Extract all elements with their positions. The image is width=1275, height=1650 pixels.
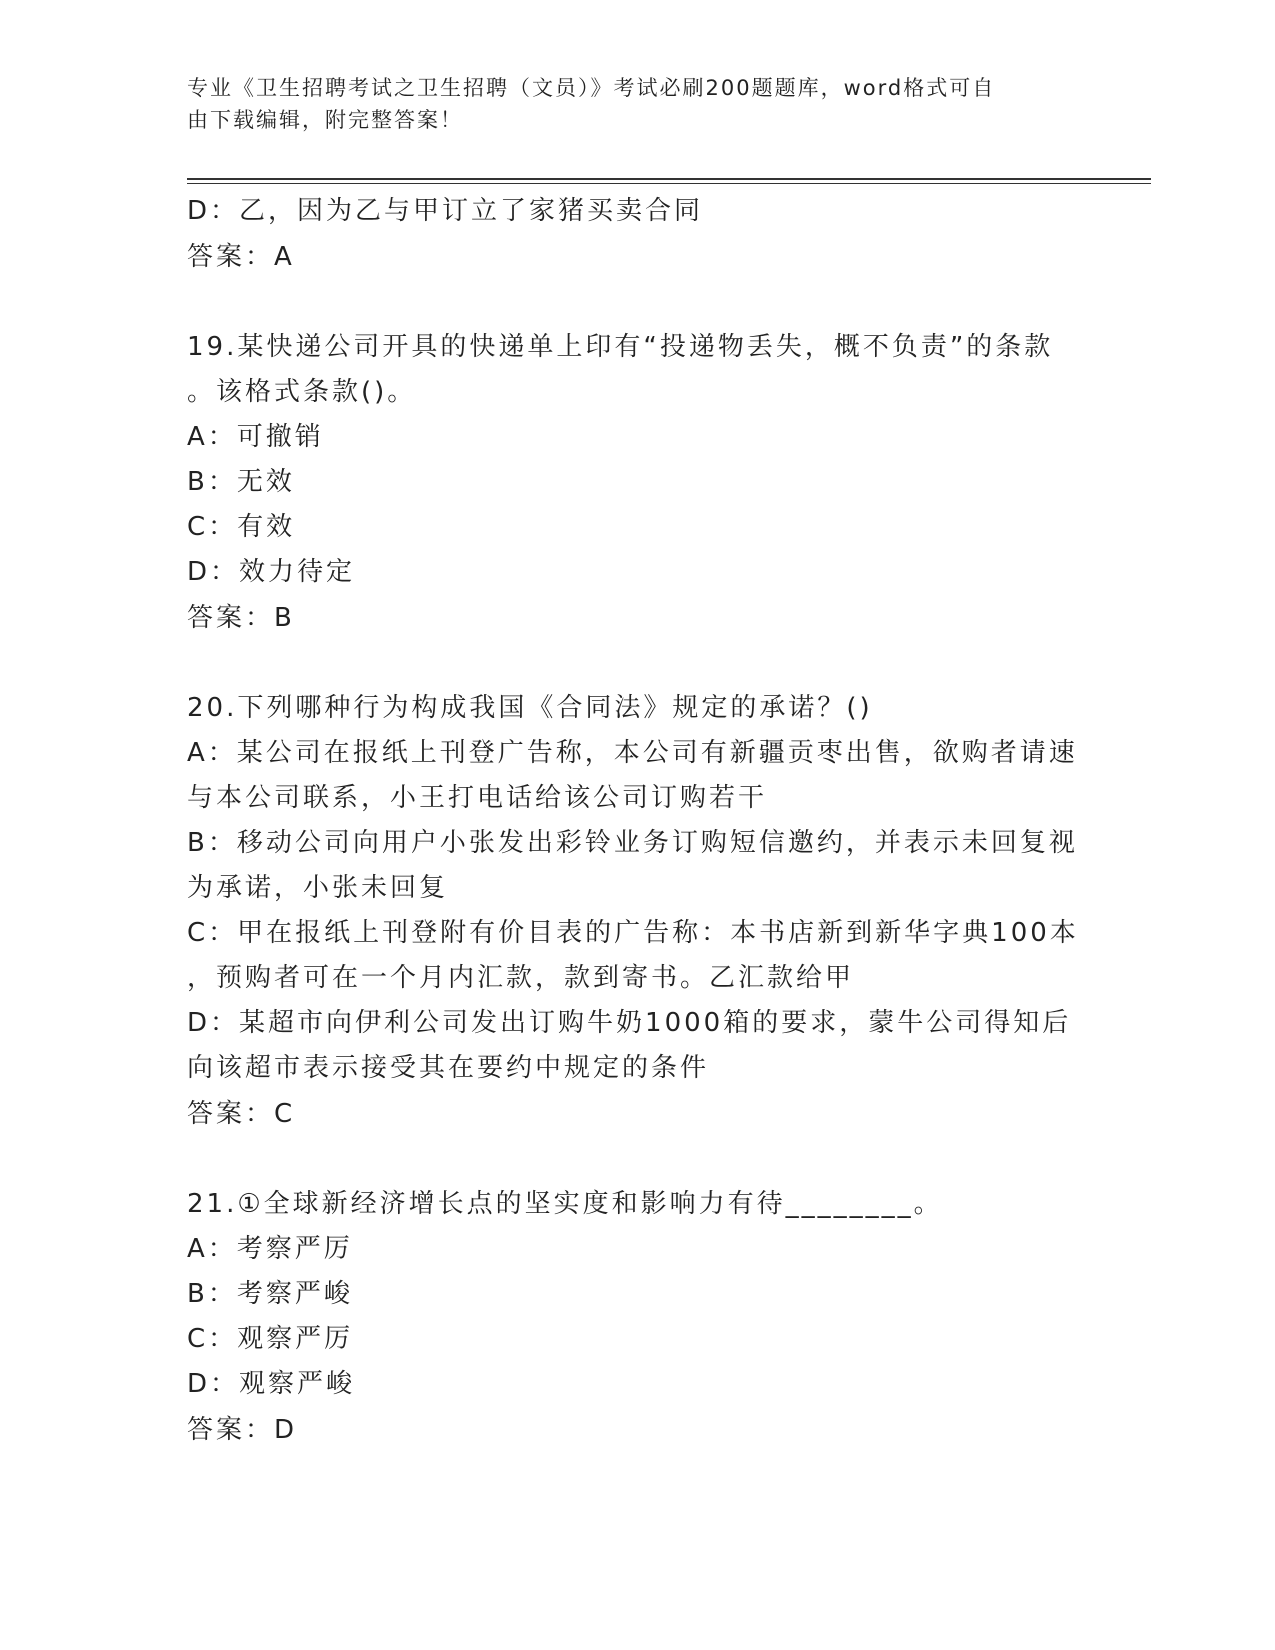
option-b-cont: 为承诺，小张未回复 [187, 873, 449, 903]
question-stem-cont: 。该格式条款()。 [187, 377, 417, 407]
option-c: C：观察严厉 [187, 1324, 354, 1354]
option-c-cont: ，预购者可在一个月内汇款，款到寄书。乙汇款给甲 [187, 963, 855, 993]
question-21 [187, 1182, 1087, 1453]
answer-line: 答案：B [187, 603, 295, 633]
option-d: D：乙，因为乙与甲订立了家猪买卖合同 [187, 196, 704, 226]
question-20 [187, 686, 1087, 1137]
question-18-tail [187, 189, 1087, 280]
answer-line: 答案：A [187, 242, 295, 272]
answer-line: 答案：C [187, 1099, 296, 1129]
option-d: D：效力待定 [187, 557, 356, 587]
question-stem: 19.某快递公司开具的快递单上印有“投递物丢失，概不负责”的条款 [187, 332, 1054, 362]
option-a: A：考察严厉 [187, 1234, 353, 1264]
option-a-cont: 与本公司联系，小王打电话给该公司订购若干 [187, 783, 768, 813]
option-d: D：某超市向伊利公司发出订购牛奶1000箱的要求，蒙牛公司得知后 [187, 1008, 1072, 1038]
question-stem: 20.下列哪种行为构成我国《合同法》规定的承诺？() [187, 693, 873, 723]
option-c: C：甲在报纸上刊登附有价目表的广告称：本书店新到新华字典100本 [187, 918, 1079, 948]
question-19 [187, 325, 1087, 641]
header-rule-thin [187, 183, 1151, 184]
option-d-cont: 向该超市表示接受其在要约中规定的条件 [187, 1053, 710, 1083]
question-list [187, 189, 1087, 1453]
header-line-1: 专业《卫生招聘考试之卫生招聘（文员）》考试必刷200题题库，word格式可自 [187, 76, 996, 100]
option-a: A：可撤销 [187, 422, 324, 452]
option-c: C：有效 [187, 512, 296, 542]
option-d: D：观察严峻 [187, 1369, 356, 1399]
answer-line: 答案：D [187, 1415, 298, 1445]
document-header [187, 72, 1067, 136]
question-stem: 21.①全球新经济增长点的坚实度和影响力有待________。 [187, 1189, 943, 1219]
option-b: B：考察严峻 [187, 1279, 353, 1309]
option-b: B：移动公司向用户小张发出彩铃业务订购短信邀约，并表示未回复视 [187, 828, 1078, 858]
header-line-2: 由下载编辑，附完整答案！ [187, 108, 463, 132]
header-rule-thick [187, 178, 1151, 180]
option-a: A：某公司在报纸上刊登广告称，本公司有新疆贡枣出售，欲购者请速 [187, 738, 1078, 768]
option-b: B：无效 [187, 467, 295, 497]
